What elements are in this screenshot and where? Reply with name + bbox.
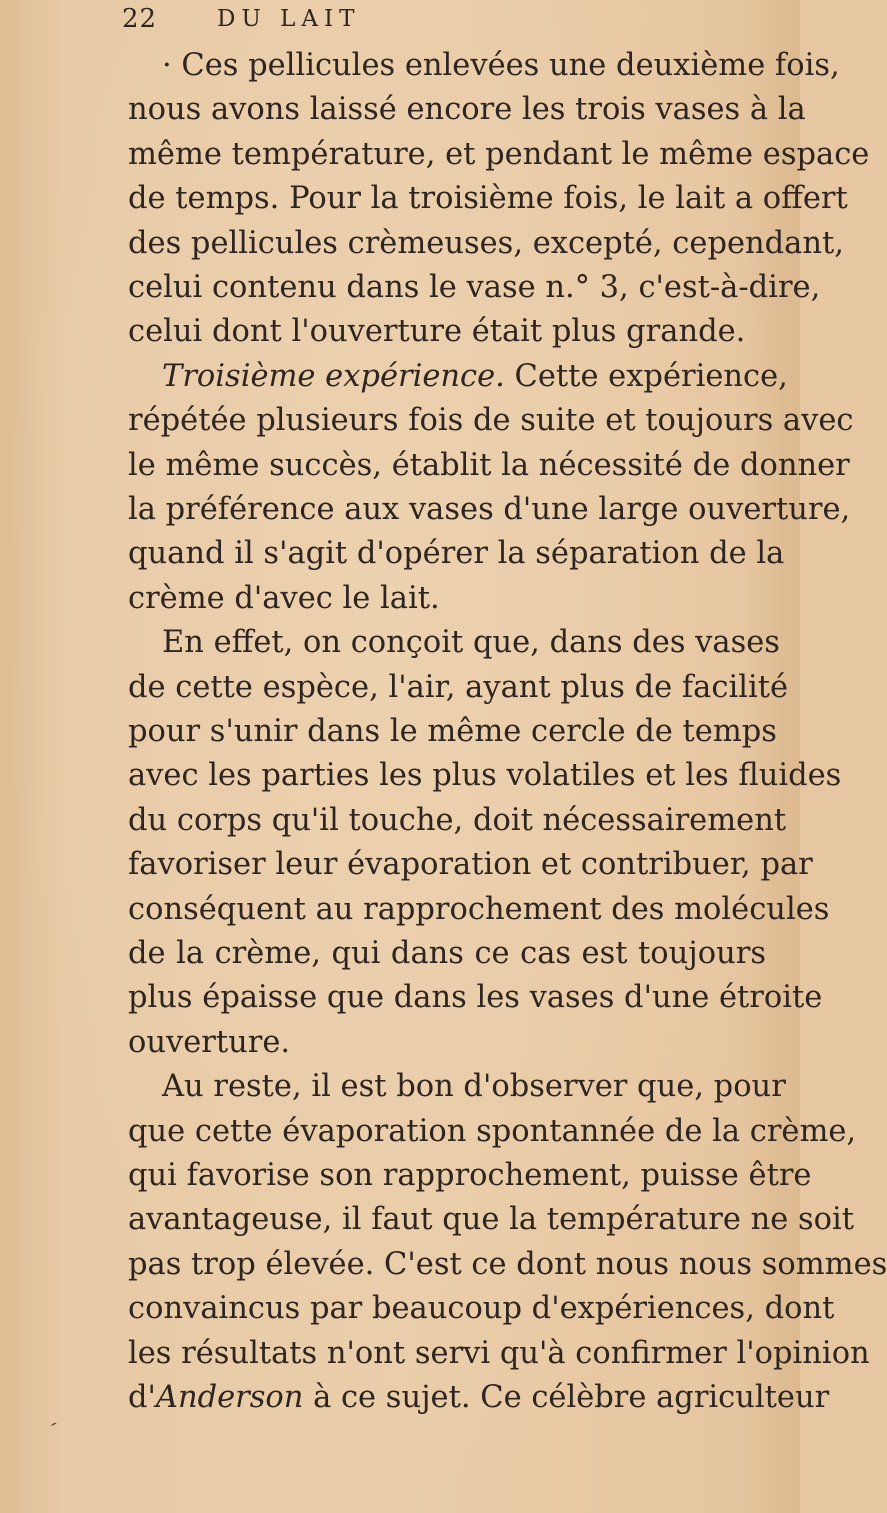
text-line <box>128 666 789 710</box>
text-line <box>162 44 840 88</box>
text-line-content: · Ces pellicules enlevées une deuxième fois, <box>162 48 840 83</box>
text-line-content: Cette expérience, <box>504 358 788 394</box>
text-line <box>162 355 788 399</box>
text-line-content: la préférence aux vases d'une large ouverture, <box>128 492 851 527</box>
text-line <box>128 1332 870 1376</box>
text-line-content: du corps qu'il touche, doit nécessairement <box>128 802 787 838</box>
text-line-content: En effet, on conçoit que, dans des vases <box>162 625 780 661</box>
text-line-content: de cette espèce, l'air, ayant plus de facilité <box>128 669 789 705</box>
text-line-content: ouverture. <box>128 1024 291 1060</box>
text-line-content: plus épaisse que dans les vases d'une étroite <box>128 980 823 1016</box>
text-line <box>128 488 851 532</box>
text-line <box>128 1243 887 1287</box>
text-line-content: de la crème, qui dans ce cas est toujours <box>128 936 766 971</box>
text-line-content: celui contenu dans le vase n.° 3, c'est-à-dire, <box>128 270 821 305</box>
text-line <box>128 177 848 221</box>
text-line-content: que cette évaporation spontannée de la crème, <box>128 1113 857 1149</box>
text-line <box>162 621 780 665</box>
text-line <box>128 577 766 621</box>
text-line-content: pas trop élevée. C'est ce dont nous nous sommes <box>128 1246 887 1282</box>
text-line-content: quand il s'agit d'opérer la séparation de la <box>128 536 785 572</box>
text-line <box>128 266 821 310</box>
running-title: DU LAIT <box>217 6 361 32</box>
text-line <box>128 310 766 354</box>
italic-text: Troisième expérience. <box>162 358 505 394</box>
text-line-content: de temps. Pour la troisième fois, le lait a offert <box>128 181 848 217</box>
text-line-content: conséquent au rapprochement des molécules <box>128 891 830 927</box>
text-line-content: des pellicules crèmeuses, excepté, cependant, <box>128 225 844 261</box>
text-line-prefix: d' <box>128 1380 156 1415</box>
text-line-content: même température, et pendant le même espace <box>128 136 870 172</box>
page-header <box>122 4 602 40</box>
text-line <box>128 133 870 177</box>
text-line-content: convaincus par beaucoup d'expériences, dont <box>128 1291 835 1327</box>
text-line-content: à ce sujet. Ce célèbre agriculteur <box>303 1380 830 1415</box>
text-line-content: favoriser leur évaporation et contribuer, par <box>128 847 813 883</box>
text-line <box>128 932 766 976</box>
text-line-content: qui favorise son rapprochement, puisse être <box>128 1158 812 1193</box>
text-line <box>128 1154 812 1198</box>
text-line-content: celui dont l'ouverture était plus grande. <box>128 314 746 350</box>
text-line-content: Au reste, il est bon d'observer que, pour <box>162 1069 786 1105</box>
text-line <box>128 1198 855 1242</box>
text-line-content: les résultats n'ont servi qu'à confirmer l'opinion <box>128 1335 870 1371</box>
text-line <box>128 754 842 798</box>
text-line <box>128 532 785 576</box>
text-line <box>128 843 813 887</box>
text-line <box>128 1110 857 1154</box>
text-line <box>128 710 777 754</box>
text-line <box>128 444 850 488</box>
text-line-content: le même succès, établit la nécessité de donner <box>128 447 850 483</box>
text-line <box>128 1287 835 1331</box>
text-line <box>128 1376 830 1420</box>
text-line <box>128 976 823 1020</box>
text-line <box>128 799 787 843</box>
text-line <box>128 888 830 932</box>
text-line <box>128 222 844 266</box>
text-line <box>128 1021 766 1065</box>
text-line-content: crème d'avec le lait. <box>128 580 440 616</box>
italic-text: Anderson <box>155 1380 304 1415</box>
text-line <box>128 399 854 443</box>
text-line-content: avantageuse, il faut que la température ne soit <box>128 1202 855 1238</box>
paper-speck: ˊ <box>40 1418 59 1447</box>
text-line-content: nous avons laissé encore les trois vases à la <box>128 92 806 128</box>
text-line <box>162 1065 786 1109</box>
text-line-content: répétée plusieurs fois de suite et toujours avec <box>128 403 854 439</box>
page-number: 22 <box>122 4 158 34</box>
text-line-content: pour s'unir dans le même cercle de temps <box>128 714 777 749</box>
text-line <box>128 88 806 132</box>
text-line-content: avec les parties les plus volatiles et les fluides <box>128 758 842 794</box>
